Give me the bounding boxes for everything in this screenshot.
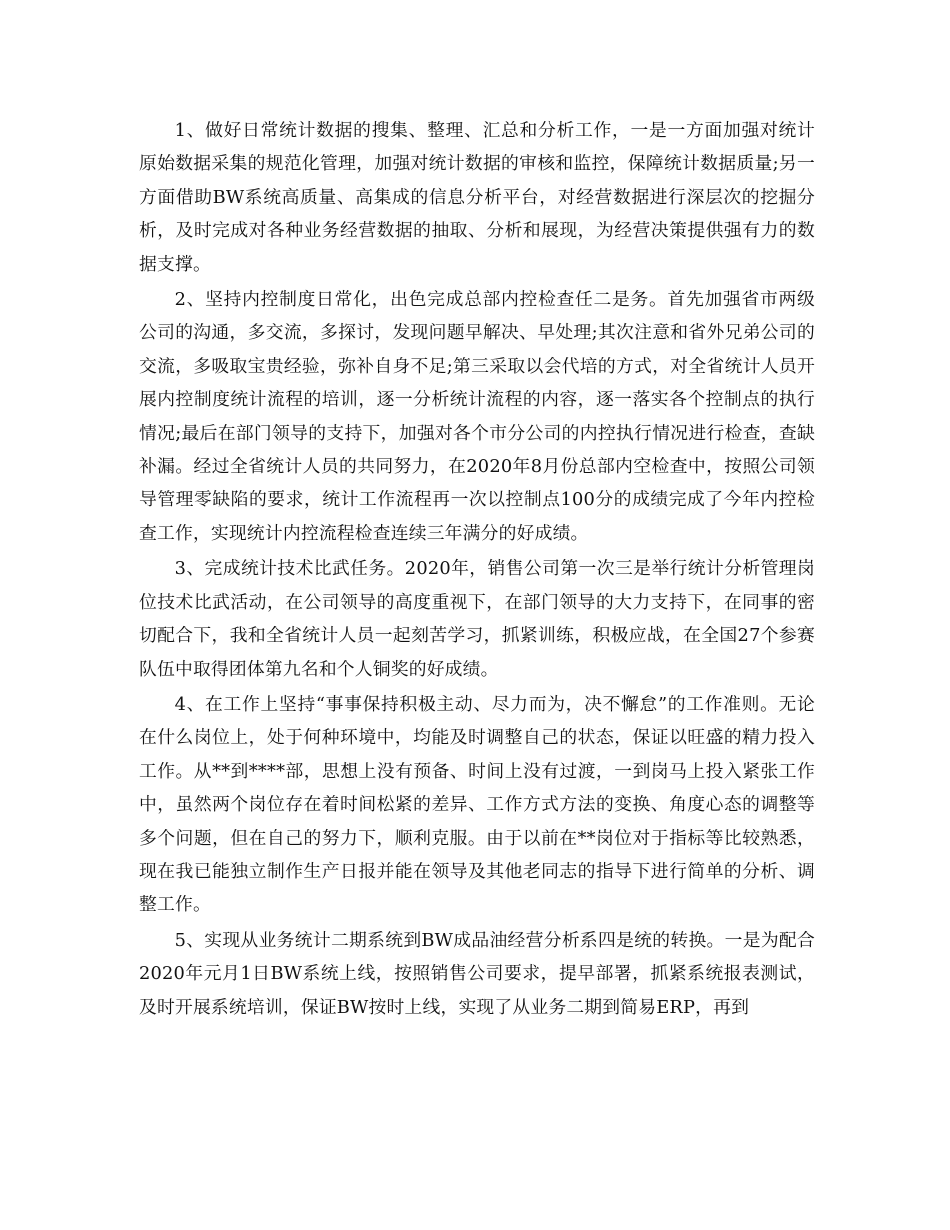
paragraph-5: 5、实现从业务统计二期系统到BW成品油经营分析系四是统的转换。一是为配合2020年元月1日BW系统上线，按照销售公司要求，提早部署，抓紧系统报表测试，及时开展系统培训，保证BW按时上线，实现了从业务二期到简易ERP，再到	[139, 929, 815, 1018]
paragraph-2: 2、坚持内控制度日常化，出色完成总部内控检查任二是务。首先加强省市两级公司的沟通，多交流，多探讨，发现问题早解决、早处理;其次注意和省外兄弟公司的交流，多吸取宝贵经验，弥补自身不足;第三采取以会代培的方式，对全省统计人员开展内控制度统计流程的培训，逐一分析统计流程的内容，逐一落实各个控制点的执行情况;最后在部门领导的支持下，加强对各个市分公司的内控执行情况进行检查，查缺补漏。经过全省统计人员的共同努力，在2020年8月份总部内空检查中，按照公司领导管理零缺陷的要求，统计工作流程再一次以控制点100分的成绩完成了今年内控检查工作，实现统计内控流程检查连续三年满分的好成绩。	[139, 289, 815, 544]
document-body	[139, 114, 815, 1026]
paragraph-1: 1、做好日常统计数据的搜集、整理、汇总和分析工作，一是一方面加强对统计原始数据采集的规范化管理，加强对统计数据的审核和监控，保障统计数据质量;另一方面借助BW系统高质量、高集成的信息分析平台，对经营数据进行深层次的挖掘分析，及时完成对各种业务经营数据的抽取、分析和展现，为经营决策提供强有力的数据支撑。	[139, 120, 815, 275]
paragraph-4: 4、在工作上坚持“事事保持积极主动、尽力而为，决不懈怠”的工作准则。无论在什么岗位上，处于何种环境中，均能及时调整自己的状态，保证以旺盛的精力投入工作。从**到****部，思想上没有预备、时间上没有过渡，一到岗马上投入紧张工作中，虽然两个岗位存在着时间松紧的差异、工作方式方法的变换、角度心态的调整等多个问题，但在自己的努力下，顺利克服。由于以前在**岗位对于指标等比较熟悉，现在我已能独立制作生产日报并能在领导及其他老同志的指导下进行简单的分析、调整工作。	[139, 693, 815, 916]
paragraph-3: 3、完成统计技术比武任务。2020年，销售公司第一次三是举行统计分析管理岗位技术比武活动，在公司领导的高度重视下，在部门领导的大力支持下，在同事的密切配合下，我和全省统计人员一起刻苦学习，抓紧训练，积极应战，在全国27个参赛队伍中取得团体第九名和个人铜奖的好成绩。	[139, 558, 815, 680]
